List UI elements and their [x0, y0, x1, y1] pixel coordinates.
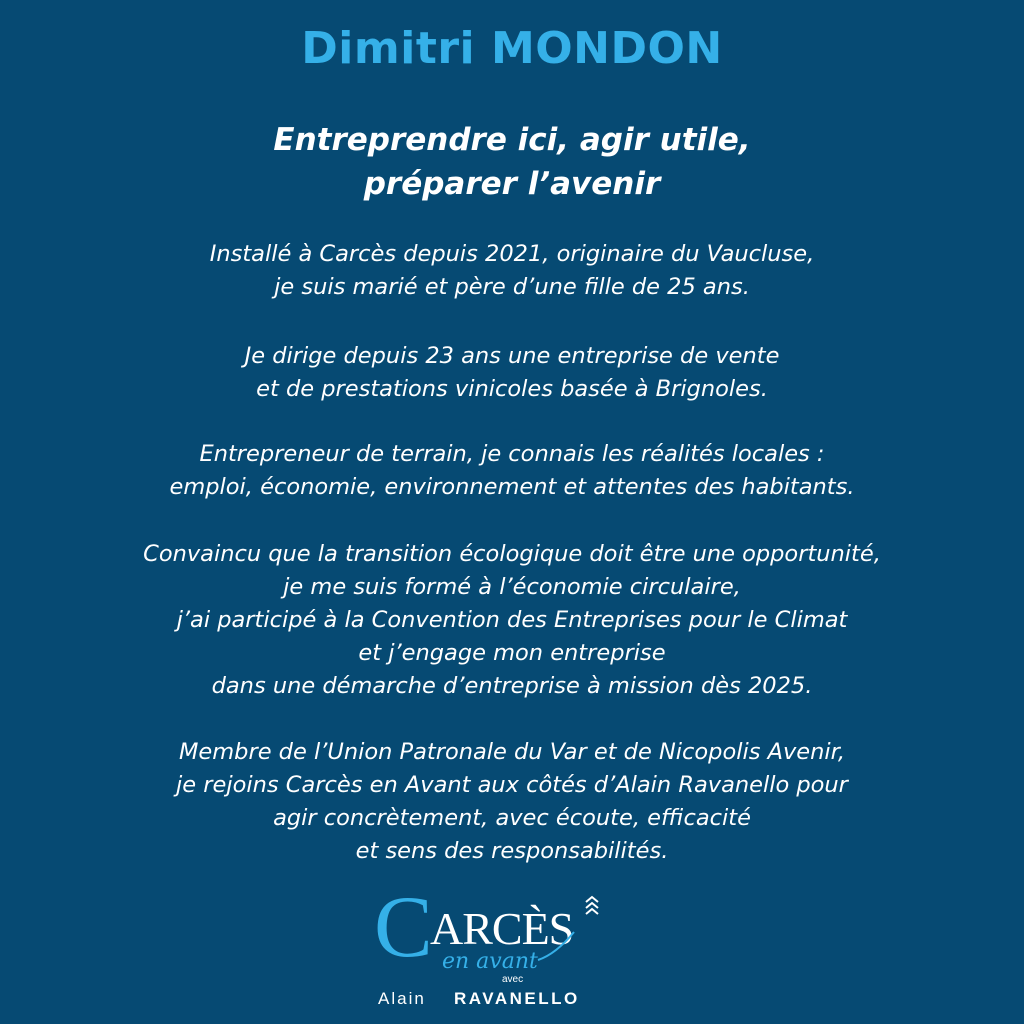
logo-avec: avec — [502, 974, 524, 985]
paragraph-line: je suis marié et père d’une fille de 25 ans. — [274, 274, 750, 300]
waves-icon — [586, 897, 598, 914]
tagline — [0, 118, 1024, 206]
paragraph-line: Je dirige depuis 23 ans une entreprise de vente — [244, 343, 780, 369]
paragraph-line: emploi, économie, environnement et attentes des habitants. — [169, 474, 855, 500]
paragraph-local — [0, 438, 1024, 504]
logo-last-name: RAVANELLO — [454, 989, 580, 1008]
tagline-line-2: préparer l’avenir — [363, 166, 661, 202]
paragraph-line: et de prestations vinicoles basée à Brignoles. — [256, 376, 768, 402]
logo-big-letter: C — [374, 880, 433, 976]
paragraph-line: agir concrètement, avec écoute, efficacité — [273, 805, 751, 831]
tagline-line-1: Entreprendre ici, agir utile, — [273, 122, 751, 158]
paragraph-line: j’ai participé à la Convention des Entreprises pour le Climat — [176, 607, 848, 633]
paragraph-business — [0, 340, 1024, 406]
paragraph-origin — [0, 238, 1024, 304]
candidate-name: Dimitri MONDON — [301, 23, 723, 74]
paragraph-ecology — [0, 538, 1024, 703]
paragraph-line: dans une démarche d’entreprise à mission dès 2025. — [211, 673, 813, 699]
logo-script: en avant — [442, 949, 538, 974]
paragraph-line: Installé à Carcès depuis 2021, originaire du Vaucluse, — [209, 241, 815, 267]
paragraph-commitment — [0, 736, 1024, 868]
logo-wordmark: ARCÈS — [430, 903, 574, 954]
paragraph-line: je rejoins Carcès en Avant aux côtés d’Alain Ravanello pour — [176, 772, 848, 798]
paragraph-line: je me suis formé à l’économie circulaire, — [283, 574, 741, 600]
logo-first-name: Alain — [378, 989, 426, 1008]
carces-en-avant-logo — [360, 880, 660, 1020]
paragraph-line: Convaincu que la transition écologique doit être une opportunité, — [143, 541, 881, 567]
paragraph-line: et j’engage mon entreprise — [358, 640, 666, 666]
paragraph-line: et sens des responsabilités. — [355, 838, 669, 864]
paragraph-line: Membre de l’Union Patronale du Var et de Nicopolis Avenir, — [178, 739, 845, 765]
paragraph-line: Entrepreneur de terrain, je connais les réalités locales : — [199, 441, 825, 467]
